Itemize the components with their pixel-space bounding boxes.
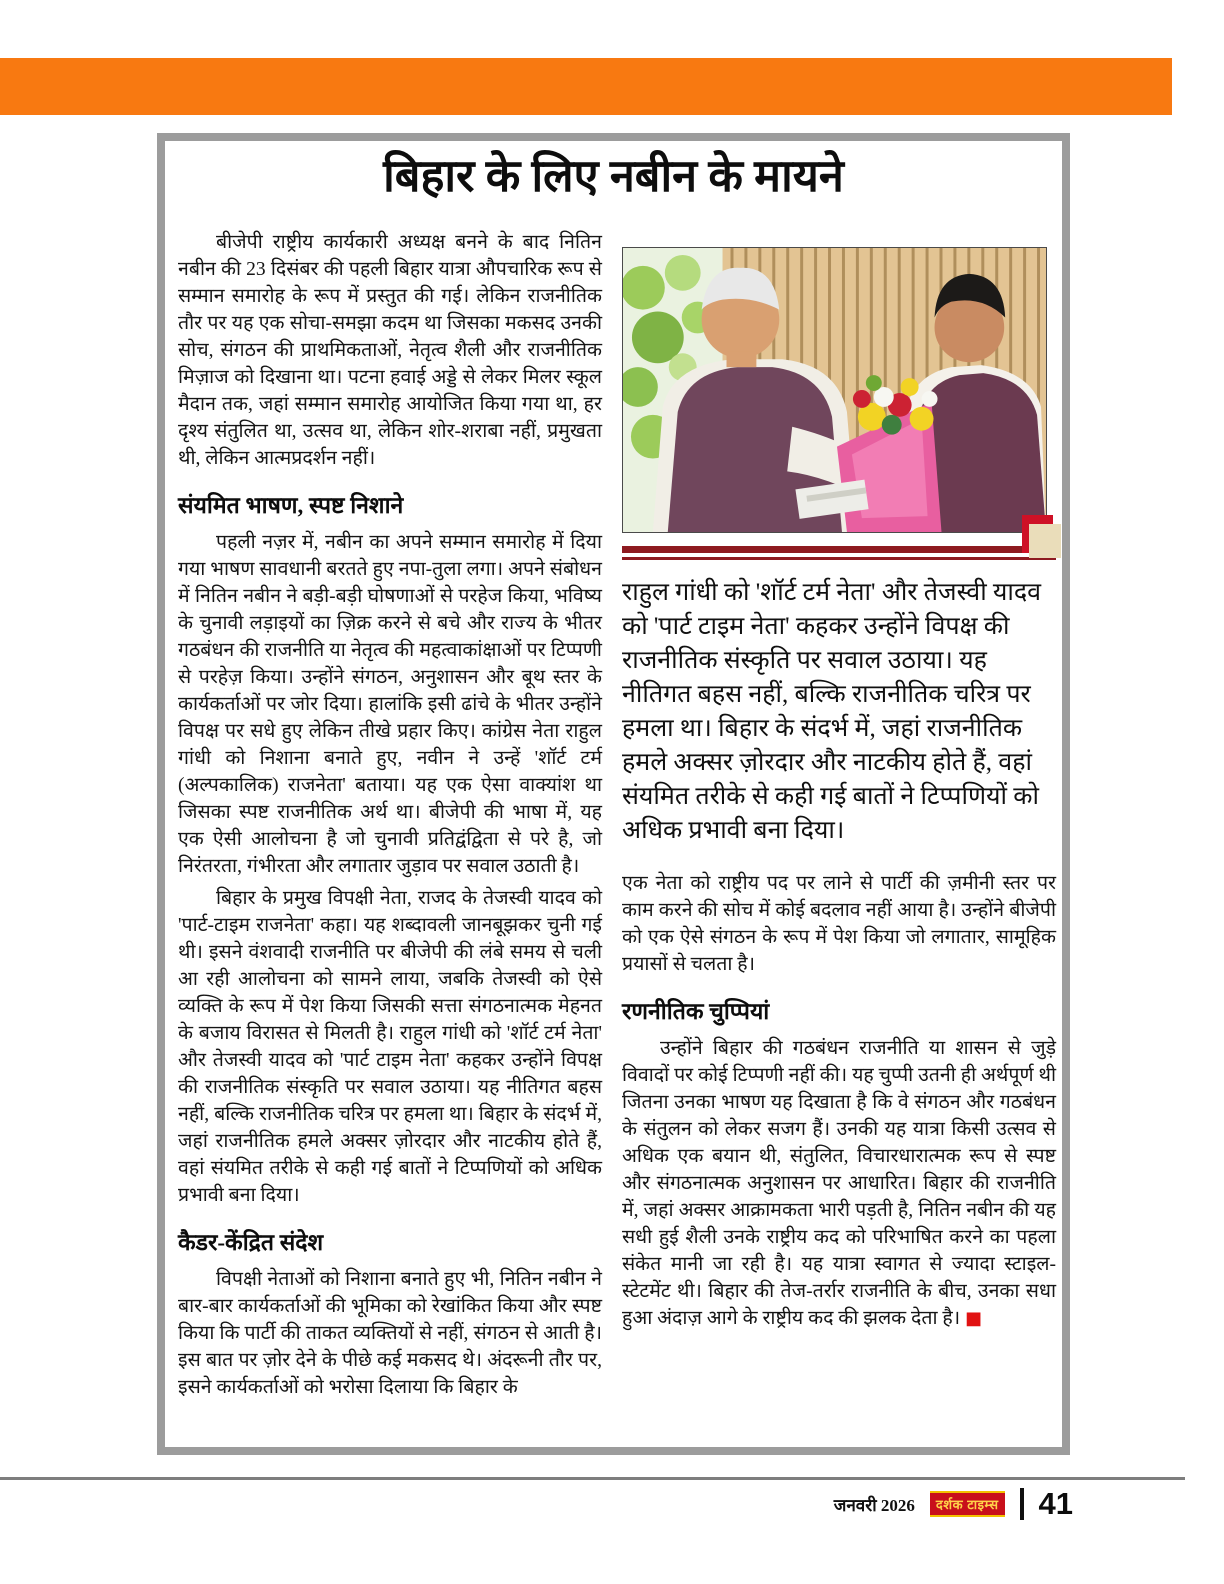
- article-end-mark: ■: [965, 1308, 983, 1329]
- section1-paragraph-2: बिहार के प्रमुख विपक्षी नेता, राजद के तेजस्वी यादव को 'पार्ट-टाइम राजनेता' कहा। यह शब्दावली जानबूझकर चुनी गई थी। इसने वंशवादी राजनीति पर बीजेपी की लंबे समय से चली आ रही आलोचना को सामने लाया, जबकि तेजस्वी को ऐसे व्यक्ति के रूप में पेश किया जिसकी सत्ता संगठनात्मक मेहनत के बजाय विरासत से मिलती है। राहुल गांधी को 'शॉर्ट टर्म नेता' और तेजस्वी यादव को 'पार्ट टाइम नेता' कहकर उन्होंने विपक्ष की राजनीतिक संस्कृति पर सवाल उठाया। यह नीतिगत बहस नहीं, बल्कि राजनीतिक चरित्र पर हमला था। बिहार के संदर्भ में, जहां राजनीतिक हमले अक्सर ज़ोरदार और नाटकीय होते हैं, वहां संयमित तरीके से कही गई बातों ने टिप्पणियों को अधिक प्रभावी बना दिया।: [178, 888, 602, 1206]
- section3-text: उन्होंने बिहार की गठबंधन राजनीति या शासन से जुड़े विवादों पर कोई टिप्पणी नहीं की। यह चुप्पी उतनी ही अर्थपूर्ण थी जितना उनका भाषण यह दिखाता है कि वे संगठन और गठबंधन के संतुलन को लेकर सजग हैं। उनकी यह यात्रा किसी उत्सव से अधिक एक बयान थी, संतुलित, विचारधारात्मक रूप से स्पष्ट और संगठनात्मक अनुशासन पर आधारित। बिहार की राजनीति में, जहां अक्सर आक्रामकता भारी पड़ती है, नितिन नबीन की यह सधी हुई शैली उनके राष्ट्रीय कद को परिभाषित करने का पहला संकेत मानी जा रही है। यह यात्रा स्वागत से ज्यादा स्टाइल-स्टेटमेंट थी। बिहार की तेज-तर्रार राजनीति के बीच, उनका सधा हुआ अंदाज़ आगे के राष्ट्रीय कद की झलक देता है।: [622, 1038, 1056, 1329]
- pull-quote: राहुल गांधी को 'शॉर्ट टर्म नेता' और तेजस्वी यादव को 'पार्ट टाइम नेता' कहकर उन्होंने विपक्ष की राजनीतिक संस्कृति पर सवाल उठाया। यह नीतिगत बहस नहीं, बल्कि राजनीतिक चरित्र पर हमला था। बिहार के संदर्भ में, जहां राजनीतिक हमले अक्सर ज़ोरदार और नाटकीय होते हैं, वहां संयमित तरीके से कही गई बातों ने टिप्पणियों को अधिक प्रभावी बना दिया।: [622, 579, 1042, 844]
- footer: [0, 1484, 1073, 1524]
- corner-accent-tan-square: [1029, 524, 1061, 558]
- section-heading-restrained-speech: संयमित भाषण, स्पष्ट निशाने: [178, 493, 404, 518]
- photo-illustration: [623, 248, 1046, 532]
- section1-paragraph-1: पहली नज़र में, नबीन का अपने सम्मान समारोह में दिया गया भाषण सावधानी बरतते हुए नपा-तुला लगा। अपने संबोधन में नितिन नबीन ने बड़ी-बड़ी घोषणाओं से परहेज किया, भविष्य के चुनावी लड़ाइयों का ज़िक्र करने से बचे और राज्य के भीतर गठबंधन की राजनीति या नेतृत्व की महत्वाकांक्षाओं पर टिप्पणी से परहेज़ किया। उन्होंने संगठन, अनुशासन और बूथ स्तर के कार्यकर्ताओं पर जोर दिया। हालांकि इसी ढांचे के भीतर उन्होंने विपक्ष पर सधे हुए लेकिन तीखे प्रहार किए। कांग्रेस नेता राहुल गांधी को निशाना बनाते हुए, नवीन ने उन्हें 'शॉर्ट टर्म (अल्पकालिक) राजनेता' बताया। यह एक ऐसा वाक्यांश था जिसका स्पष्ट राजनीतिक अर्थ था। बीजेपी की भाषा में, यह एक ऐसी आलोचना है जो चुनावी प्रतिद्वंद्विता से परे है, जो निरंतरता, गंभीरता और लगातार जुड़ाव पर सवाल उठाती है।: [178, 532, 602, 877]
- continuation-paragraph: एक नेता को राष्ट्रीय पद पर लाने से पार्टी की ज़मीनी स्तर पर काम करने की सोच में कोई बदलाव नहीं आया है। उन्होंने बीजेपी को एक ऐसे संगठन के रूप में पेश किया जो लगातार, सामूहिक प्रयासों से चलता है।: [622, 873, 1056, 975]
- footer-divider: [1020, 1488, 1024, 1520]
- photo-rule-thick: [622, 546, 1056, 553]
- footer-issue-date: जनवरी 2026: [833, 1495, 915, 1515]
- photo-rule-thin: [622, 557, 1056, 560]
- page-number: 41: [1038, 1486, 1073, 1521]
- top-orange-banner: [0, 58, 1172, 115]
- section2-paragraph-1: विपक्षी नेताओं को निशाना बनाते हुए भी, नितिन नबीन ने बार-बार कार्यकर्ताओं की भूमिका को रेखांकित किया और स्पष्ट किया कि पार्टी की ताकत व्यक्तियों से नहीं, संगठन से आती है। इस बात पर ज़ोर देने के पीछे कई मकसद थे। अंदरूनी तौर पर, इसने कार्यकर्ताओं को भरोसा दिलाया कि बिहार के: [178, 1269, 602, 1398]
- left-column: [178, 229, 602, 1406]
- publication-logo: दर्शक टाइम्स: [930, 1491, 1005, 1517]
- article-title: बिहार के लिए नबीन के मायने: [383, 151, 844, 201]
- intro-paragraph: बीजेपी राष्ट्रीय कार्यकारी अध्यक्ष बनने के बाद नितिन नबीन की 23 दिसंबर की पहली बिहार यात्रा औपचारिक रूप से सम्मान समारोह के रूप में प्रस्तुत की गई। लेकिन राजनीतिक तौर पर यह एक सोचा-समझा कदम था जिसका मकसद उनकी सोच, संगठन की प्राथमिकताओं, नेतृत्व शैली और राजनीतिक मिज़ाज को दिखाना था। पटना हवाई अड्डे से लेकर मिलर स्कूल मैदान तक, जहां सम्मान समारोह आयोजित किया गया था, हर दृश्य संतुलित था, उत्सव था, लेकिन शोर-शराबा नहीं, प्रमुखता थी, लेकिन आत्मप्रदर्शन नहीं।: [178, 232, 602, 469]
- article-frame: [157, 133, 1070, 1455]
- section-heading-cadre-message: कैडर-केंद्रित संदेश: [178, 1230, 324, 1255]
- article-photo: [622, 247, 1047, 533]
- footer-rule: [0, 1477, 1185, 1480]
- section-heading-strategic-silences: रणनीतिक चुप्पियां: [622, 999, 770, 1024]
- right-column: [622, 247, 1056, 1337]
- section3-paragraph-1: [622, 1035, 1056, 1332]
